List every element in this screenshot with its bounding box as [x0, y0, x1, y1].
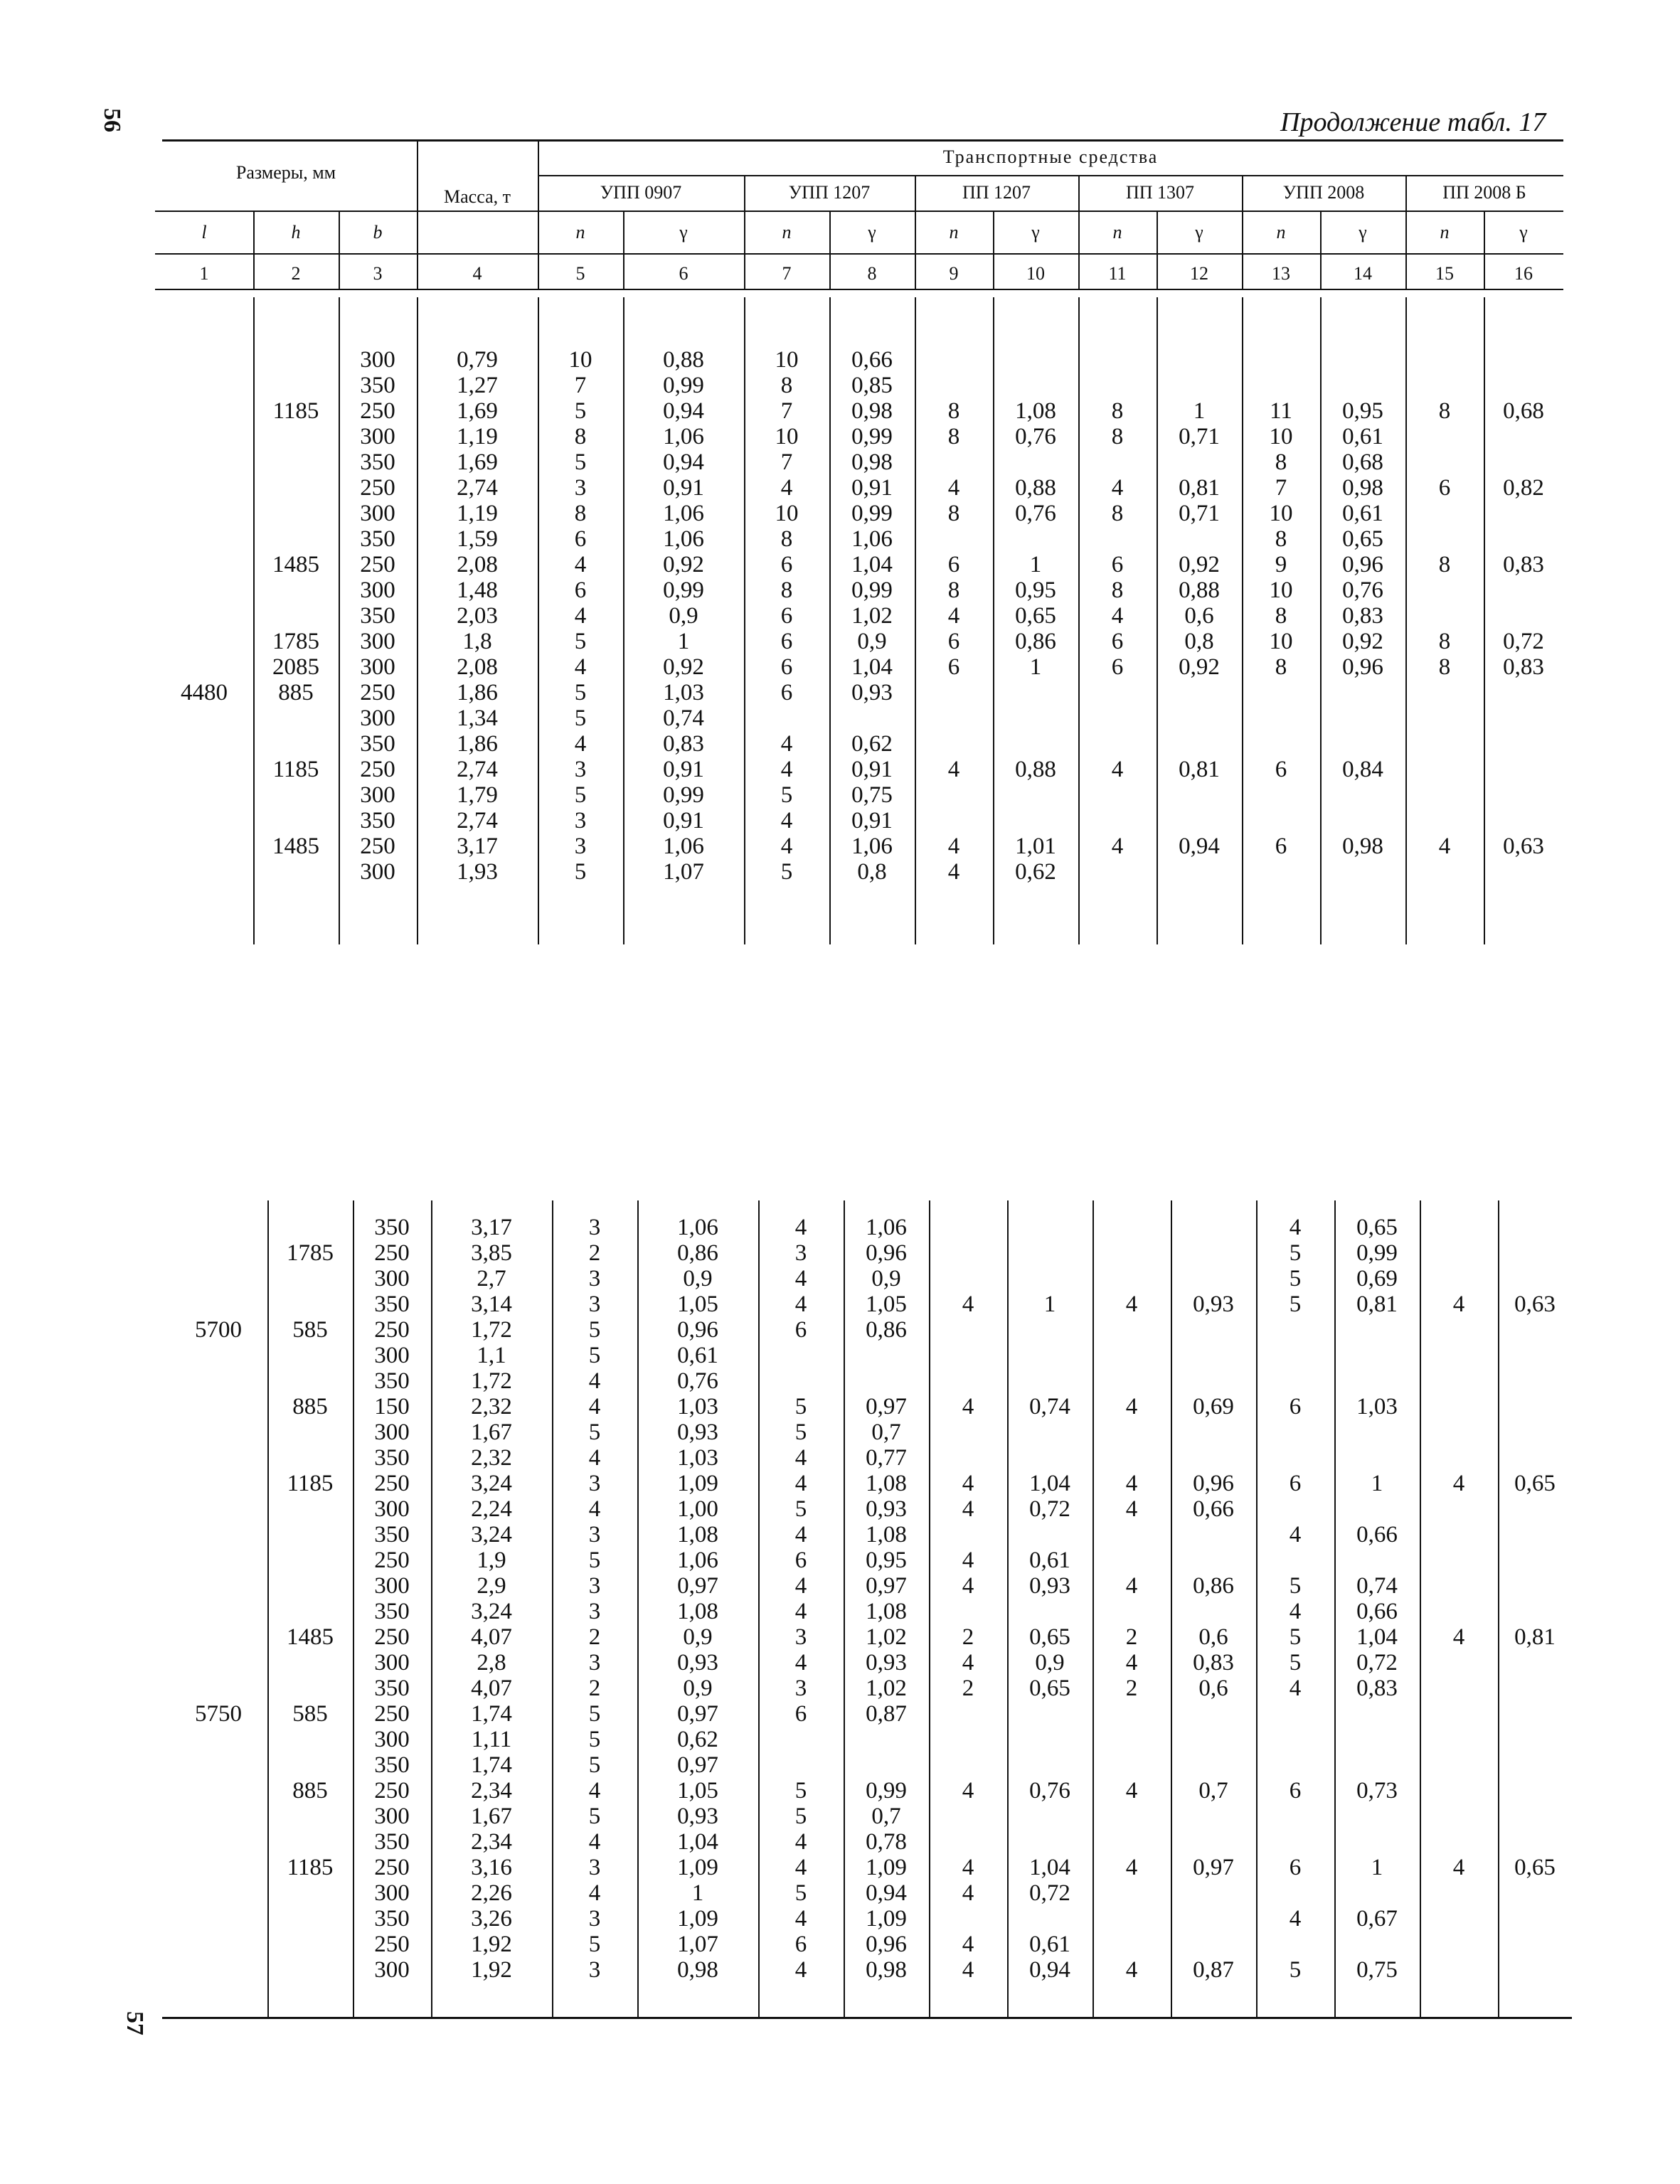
group-pp2008b: ПП 2008 Б	[1442, 182, 1526, 203]
t2-col-l: 5700 5750	[195, 1317, 242, 1727]
t2-col-5: 3 2 3 3 5 5 4 4 5 4 3 4 3 5 3 3 2 3 2 5 5 5 4 5 4 3 4 3 5 3	[588, 1215, 601, 1983]
t2-col-7: 4 3 4 4 6 5 5 4 4 5 4 6 4 4 3 4 3 6 5 5 4 4 5 4 6 4	[794, 1215, 807, 1983]
colnum-6: 6	[679, 263, 689, 284]
t1-col-15: 8 6 8 8 8 4	[1438, 398, 1451, 859]
header-transport: Транспортные средства	[942, 147, 1159, 167]
header-n: n	[949, 222, 959, 243]
t1-col-h: 1185 1485 1785 2085 885 1185 1485	[272, 398, 319, 859]
t2-col-13: 4 5 5 5 6 6 4 5 4 5 5 4 6 6 4 5	[1289, 1215, 1302, 1983]
t1-col-5: 10 7 5 8 5 3 8 6 4 6 4 5 4 5 5 4 3 5 3 3 5	[568, 347, 592, 885]
header-b: b	[373, 222, 383, 243]
t2-col-10: 1 0,74 1,04 0,72 0,61 0,93 0,65 0,9 0,65 0,76 1,04 0,72 0,61 0,94	[1029, 1291, 1070, 1983]
t2-col-16: 0,63 0,65 0,81 0,65	[1514, 1291, 1556, 1880]
colnum-7: 7	[782, 263, 792, 284]
colnum-5: 5	[575, 263, 585, 284]
group-pp1307: ПП 1307	[1125, 182, 1195, 203]
header-gamma: γ	[868, 222, 876, 243]
header-dims: Размеры, мм	[235, 162, 336, 183]
page-number-top: 56	[99, 108, 125, 132]
header-n: n	[782, 222, 792, 243]
t2-col-12: 0,93 0,69 0,96 0,66 0,86 0,6 0,83 0,6 0,7 0,97 0,87	[1193, 1291, 1234, 1983]
header-n: n	[1440, 222, 1450, 243]
group-upp1207: УПП 1207	[788, 182, 871, 203]
t1-col-6: 0,88 0,99 0,94 1,06 0,94 0,91 1,06 1,06 0,92 0,99 0,9 1 0,92 1,03 0,74 0,83 0,91 0,99 0,91 1,06 1,07	[663, 347, 704, 885]
group-upp2008: УПП 2008	[1282, 182, 1365, 203]
group-pp1207: ПП 1207	[962, 182, 1031, 203]
page-number-bottom: 57	[122, 2011, 148, 2035]
colnum-11: 11	[1108, 263, 1127, 284]
colnum-9: 9	[949, 263, 959, 284]
header-gamma: γ	[1031, 222, 1040, 243]
header-gamma: γ	[1359, 222, 1367, 243]
t1-col-mass: 0,79 1,27 1,69 1,19 1,69 2,74 1,19 1,59 2,08 1,48 2,03 1,8 2,08 1,86 1,34 1,86 2,74 1,79 2,74 3,17 1,93	[457, 347, 498, 885]
t2-col-11: 4 4 4 4 4 2 4 2 4 4 4	[1125, 1291, 1138, 1983]
colnum-8: 8	[867, 263, 877, 284]
header-n: n	[1276, 222, 1286, 243]
t1-col-12: 1 0,71 0,81 0,71 0,92 0,88 0,6 0,8 0,92 0,81 0,94	[1179, 398, 1220, 859]
t1-col-7: 10 8 7 10 7 4 10 8 6 8 6 6 6 6 4 4 5 4 4 5	[775, 347, 799, 885]
t2-col-mass: 3,17 3,85 2,7 3,14 1,72 1,1 1,72 2,32 1,67 2,32 3,24 2,24 3,24 1,9 2,9 3,24 4,07 2,8 4,07 1,74 1,11 1,74 2,34 1,67 2,34 3,16 2,26 3,26 1,92 1,92	[471, 1215, 512, 1983]
continuation-title: Продолжение табл. 17	[1280, 107, 1546, 137]
header-gamma: γ	[679, 222, 688, 243]
t2-col-h: 1785 585 885 1185 1485 585 885 1185	[287, 1240, 334, 1880]
t1-col-14: 0,95 0,61 0,68 0,98 0,61 0,65 0,96 0,76 0,83 0,92 0,96 0,84 0,98	[1342, 398, 1383, 859]
t1-col-10: 1,08 0,76 0,88 0,76 1 0,95 0,65 0,86 1 0,88 1,01 0,62	[1015, 398, 1056, 885]
t2-col-15: 4 4 4 4	[1452, 1291, 1465, 1880]
t1-col-b: 300 350 250 300 350 250 300 350 250 300 350 300 300 250 300 350 250 300 350 250 300	[360, 347, 395, 885]
colnum-16: 16	[1514, 263, 1533, 284]
header-h: h	[291, 222, 301, 243]
t1-col-13: 11 10 8 7 10 8 9 10 8 10 8 6 6	[1269, 398, 1293, 859]
t1-col-9: 8 8 4 8 6 8 4 6 6 4 4 4	[947, 398, 960, 885]
colnum-15: 15	[1435, 263, 1454, 284]
colnum-14: 14	[1354, 263, 1372, 284]
colnum-4: 4	[472, 263, 482, 284]
header-gamma: γ	[1195, 222, 1203, 243]
colnum-10: 10	[1026, 263, 1045, 284]
colnum-12: 12	[1190, 263, 1208, 284]
t1-col-l: 4480	[181, 680, 228, 705]
t1-col-16: 0,68 0,82 0,83 0,72 0,83 0,63	[1503, 398, 1544, 859]
header-l: l	[201, 222, 207, 243]
header-mass: Масса, т	[444, 186, 511, 207]
t2-col-b: 350 250 300 350 250 300 350 150 300 350 250 300 350 250 300 350 250 300 350 250 300 350 250 300 350 250 300 350 250 300	[374, 1215, 410, 1983]
header-n: n	[1112, 222, 1122, 243]
header-n: n	[575, 222, 585, 243]
header-gamma: γ	[1519, 222, 1528, 243]
colnum-13: 13	[1272, 263, 1290, 284]
group-upp0907: УПП 0907	[600, 182, 682, 203]
t2-col-8: 1,06 0,96 0,9 1,05 0,86 0,97 0,7 0,77 1,08 0,93 1,08 0,95 0,97 1,08 1,02 0,93 1,02 0,87 0,99 0,7 0,78 1,09 0,94 1,09 0,96 0,98	[866, 1215, 907, 1983]
t1-col-11: 8 8 4 8 6 8 4 6 6 4 4	[1111, 398, 1124, 859]
colnum-2: 2	[291, 263, 301, 284]
t2-col-9: 4 4 4 4 4 4 2 4 2 4 4 4 4 4	[962, 1291, 974, 1983]
t1-col-8: 0,66 0,85 0,98 0,99 0,98 0,91 0,99 1,06 1,04 0,99 1,02 0,9 1,04 0,93 0,62 0,91 0,75 0,91 1,06 0,8	[851, 347, 893, 885]
colnum-3: 3	[373, 263, 383, 284]
colnum-1: 1	[199, 263, 209, 284]
t2-col-6: 1,06 0,86 0,9 1,05 0,96 0,61 0,76 1,03 0,93 1,03 1,09 1,00 1,08 1,06 0,97 1,08 0,9 0,93 0,9 0,97 0,62 0,97 1,05 0,93 1,04 1,09 1 1,09 1,07 0,98	[677, 1215, 718, 1983]
t2-col-14: 0,65 0,99 0,69 0,81 1,03 1 0,66 0,74 0,66 1,04 0,72 0,83 0,73 1 0,67 0,75	[1356, 1215, 1398, 1983]
